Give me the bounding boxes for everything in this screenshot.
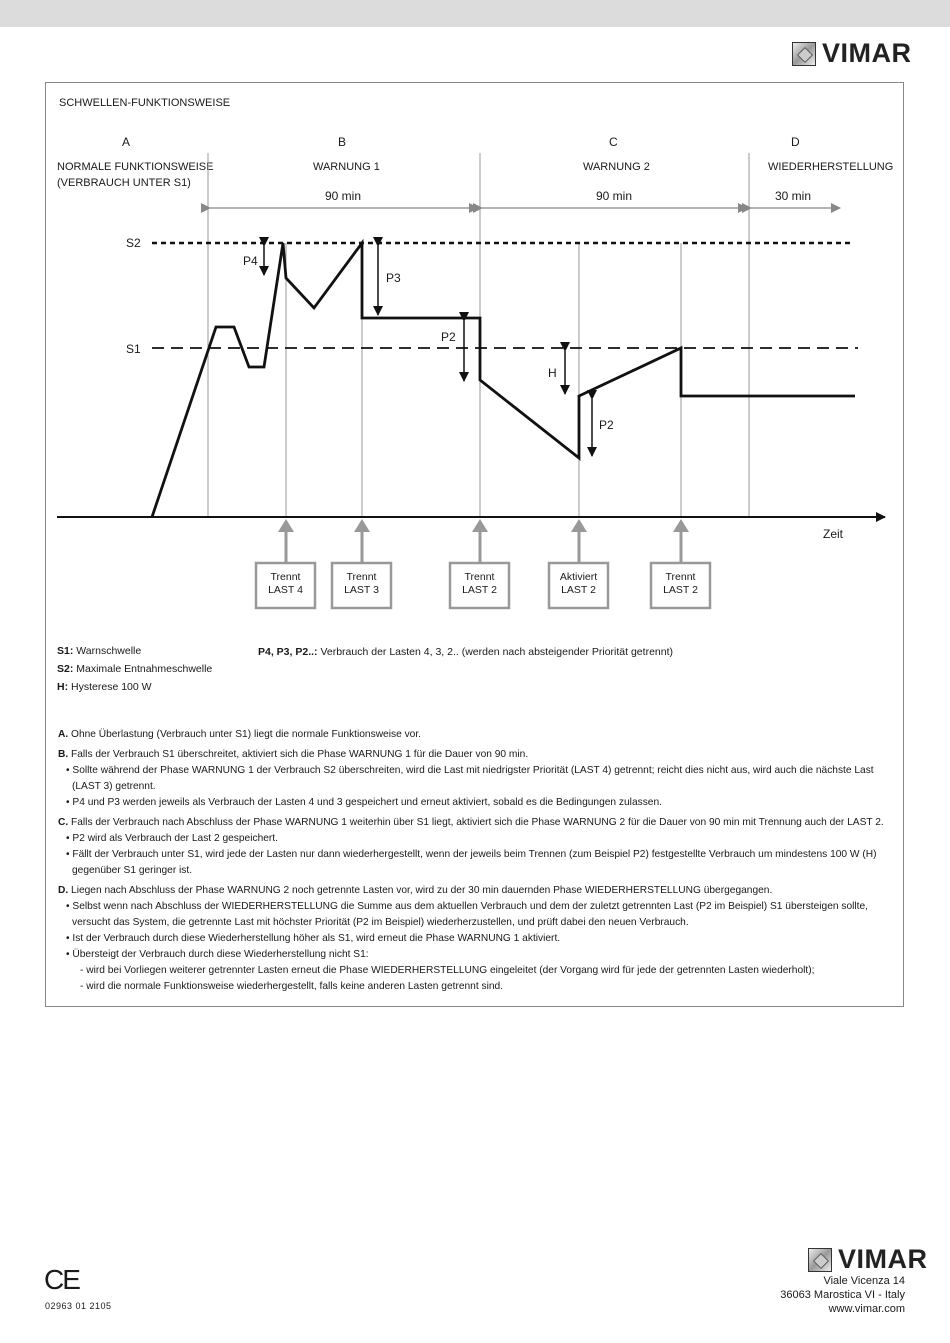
note-d-bullet-2: • Ist der Verbrauch durch diese Wiederherstellung höher als S1, wird erneut die Phase WARNUNG 1 aktiviert. bbox=[66, 933, 561, 944]
phase-d-letter: D bbox=[791, 135, 800, 149]
address-website[interactable]: www.vimar.com bbox=[828, 1303, 905, 1315]
legend-s1-key: S1: bbox=[57, 645, 74, 657]
section-title: SCHWELLEN-FUNKTIONSWEISE bbox=[59, 97, 231, 109]
note-b-key: B. bbox=[58, 749, 69, 760]
p2-label-warning2: P2 bbox=[441, 330, 456, 344]
event-5-load: LAST 2 bbox=[663, 584, 698, 596]
legend-p-text: Verbrauch der Lasten 4, 3, 2.. (werden nach absteigender Priorität getrennt) bbox=[320, 646, 673, 658]
event-2-action: Trennt bbox=[346, 571, 377, 583]
note-c-bullet-2: • Fällt der Verbrauch unter S1, wird jede der Lasten nur dann wiederhergestellt, wenn der jeweils beim Trennen (zum Beispiel P2) festgestellte Verbrauch um mindestens 100 W (H) gegenüber S1 geringer ist. bbox=[66, 849, 877, 876]
legend-thresholds bbox=[57, 642, 212, 696]
address-street: Viale Vicenza 14 bbox=[823, 1275, 905, 1287]
note-a-key: A. bbox=[58, 729, 69, 740]
event-1-action: Trennt bbox=[270, 571, 301, 583]
phase-a-letter: A bbox=[122, 135, 131, 149]
note-c bbox=[58, 815, 898, 879]
event-5-action: Trennt bbox=[665, 571, 696, 583]
document-number: 02963 01 2105 bbox=[45, 1301, 112, 1311]
p3-label: P3 bbox=[386, 271, 401, 285]
note-d-bullet-3: • Übersteigt der Verbrauch durch diese Wiederherstellung nicht S1: bbox=[66, 949, 369, 960]
phase-c-title: WARNUNG 2 bbox=[583, 161, 650, 173]
legend-loads bbox=[258, 643, 673, 661]
note-b-bullet-2: • P4 und P3 werden jeweils als Verbrauch der Lasten 4 und 3 gespeichert und erneut aktiviert, sobald es die Bedingungen zulassen. bbox=[66, 797, 662, 808]
note-b-bullet-1: • Sollte während der Phase WARNUNG 1 der Verbrauch S2 überschreiten, wird die Last mit niedrigster Priorität (LAST 4) getrennt; reicht dies nicht aus, wird auch die nächste Last (LAST 3) getrennt. bbox=[66, 765, 874, 792]
h-label: H bbox=[548, 366, 557, 380]
event-4-action: Aktiviert bbox=[559, 571, 598, 583]
phase-c-duration: 90 min bbox=[596, 189, 633, 203]
legend-s1-text: Warnschwelle bbox=[76, 645, 142, 657]
p4-label: P4 bbox=[243, 254, 258, 268]
event-box-5 bbox=[651, 571, 710, 597]
legend-s2-text: Maximale Entnahmeschwelle bbox=[76, 663, 213, 675]
event-box-3 bbox=[450, 571, 509, 597]
note-c-bullet-1: • P2 wird als Verbrauch der Last 2 gespeichert. bbox=[66, 833, 278, 844]
vimar-logo-footer bbox=[808, 1244, 928, 1275]
legend-p-key: P4, P3, P2..: bbox=[258, 646, 318, 658]
legend-s2-key: S2: bbox=[57, 663, 74, 675]
phase-b-title: WARNUNG 1 bbox=[313, 161, 380, 173]
vimar-logo-text: VIMAR bbox=[822, 38, 912, 68]
phase-c-letter: C bbox=[609, 135, 618, 149]
s2-label: S2 bbox=[126, 236, 141, 250]
event-2-load: LAST 3 bbox=[344, 584, 379, 596]
note-a-text: Ohne Überlastung (Verbrauch unter S1) liegt die normale Funktionsweise vor. bbox=[71, 729, 421, 740]
note-b-text: Falls der Verbrauch S1 überschreitet, aktiviert sich die Phase WARNUNG 1 für die Dauer von 90 min. bbox=[71, 749, 529, 760]
note-c-key: C. bbox=[58, 817, 69, 828]
address-city: 36063 Marostica VI - Italy bbox=[780, 1289, 905, 1301]
phase-d-title: WIEDERHERSTELLUNG bbox=[768, 161, 894, 173]
dimension-arrows bbox=[264, 246, 592, 456]
ce-mark: CE bbox=[44, 1264, 79, 1295]
legend-h-key: H: bbox=[57, 681, 69, 693]
company-address bbox=[780, 1274, 905, 1316]
event-3-action: Trennt bbox=[464, 571, 495, 583]
consumption-curve bbox=[152, 243, 855, 517]
note-d-text: Liegen nach Abschluss der Phase WARNUNG 2 noch getrennte Lasten vor, wird zu der 30 min dauernden Phase WIEDERHERSTELLUNG übergegangen. bbox=[71, 885, 773, 896]
event-1-load: LAST 4 bbox=[268, 584, 303, 596]
note-d bbox=[58, 883, 898, 995]
explanatory-notes bbox=[58, 727, 898, 999]
event-arrows bbox=[278, 519, 689, 562]
phase-a-title: NORMALE FUNKTIONSWEISE bbox=[57, 161, 214, 173]
time-axis-label: Zeit bbox=[823, 527, 844, 541]
note-d-sub-2: - wird die normale Funktionsweise wiederhergestellt, falls keine anderen Lasten getrennt sind. bbox=[80, 981, 504, 992]
legend-h-text: Hysterese 100 W bbox=[71, 681, 152, 693]
note-a bbox=[58, 727, 898, 743]
vimar-logo-icon-footer bbox=[808, 1248, 832, 1272]
phase-b-duration: 90 min bbox=[325, 189, 362, 203]
event-box-1 bbox=[256, 571, 315, 597]
event-box-2 bbox=[332, 571, 391, 597]
vimar-logo-text-footer: VIMAR bbox=[838, 1244, 928, 1274]
event-3-load: LAST 2 bbox=[462, 584, 497, 596]
note-d-bullet-1: • Selbst wenn nach Abschluss der WIEDERHERSTELLUNG die Summe aus dem aktuellen Verbrauch und dem der zuletzt getrennten Last (P2 im Beispiel) S1 übersteigen sollte, versucht das System, die getrennte Last mit höchster Priorität (P2 im Beispiel) wiederherzustellen, und prüft dabei den neuen Verbrauch. bbox=[66, 901, 868, 928]
phase-a-subtitle: (VERBRAUCH UNTER S1) bbox=[57, 177, 191, 189]
threshold-diagram bbox=[0, 0, 950, 640]
s1-label: S1 bbox=[126, 342, 141, 356]
note-b bbox=[58, 747, 898, 811]
p2-label-restore: P2 bbox=[599, 418, 614, 432]
note-c-text: Falls der Verbrauch nach Abschluss der Phase WARNUNG 1 weiterhin über S1 liegt, aktiviert sich die Phase WARNUNG 2 für die Dauer von 90 min mit Trennung auch der LAST 2. bbox=[71, 817, 884, 828]
note-d-key: D. bbox=[58, 885, 69, 896]
event-4-load: LAST 2 bbox=[561, 584, 596, 596]
note-d-sub-1: - wird bei Vorliegen weiterer getrennter Lasten erneut die Phase WIEDERHERSTELLUNG eingeleitet (der Vorgang wird für jede der getrennten Lasten wiederholt); bbox=[80, 965, 815, 976]
event-box-4 bbox=[549, 571, 608, 597]
phase-d-duration: 30 min bbox=[775, 189, 812, 203]
phase-b-letter: B bbox=[338, 135, 347, 149]
